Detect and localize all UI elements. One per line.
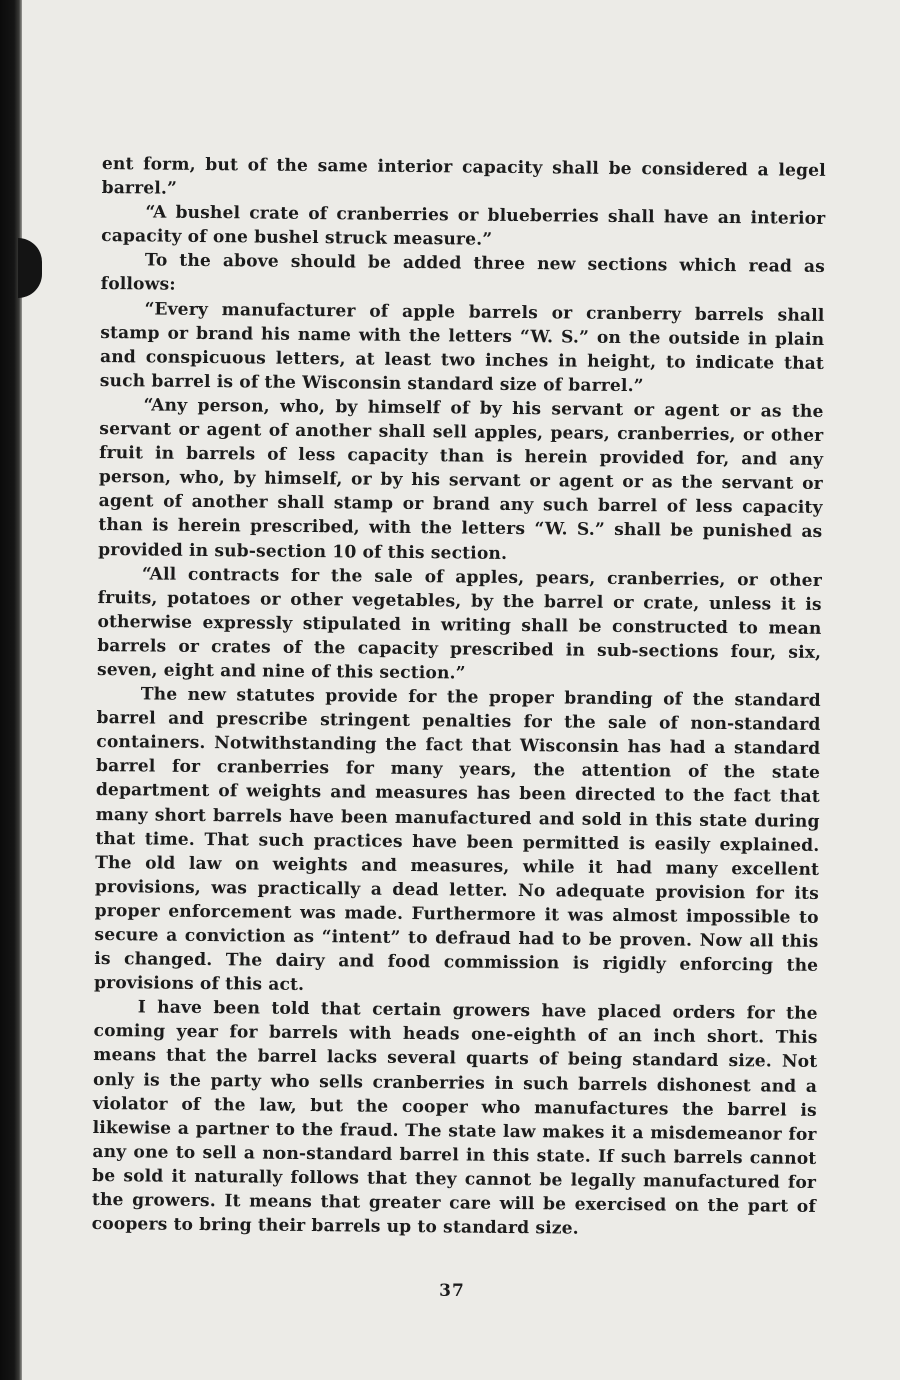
paragraph-continuation: ent form, but of the same interior capacity shall be considered a legel barrel.” [101, 153, 826, 199]
paragraph-bushel-crate: “A bushel crate of cranberries or blueberries shall have an interior capacity of one bushel struck measure.” [101, 202, 826, 251]
paragraph-contracts: “All contracts for the sale of apples, pears, cranberries, or other fruits, potatoes or other vegetables, by the barrel or crate, unless it is otherwise expressly stipulated in writing shall be constructed to mean barrels or crates of the capacity prescribed in sub-sections four, six, seven, eight and nine of this section.” [96, 563, 823, 684]
paragraph-new-statutes: The new statutes provide for the proper branding of the standard barrel and prescribe stringent penalties for the sale of non-standard containers. Notwithstanding the fact that Wisconsin has had a standard barrel for cranberries for many years, the attention of the state department of weights and measures has been directed to the fact that many short barrels have been manufactured and sold in this state during that time. That such practices have been permitted is easily explained. The old law on weights and measures, while it had many excellent provisions, was practically a dead letter. No adequate provision for its proper enforcement was made. Furthermore it was almost impossible to secure a conviction as “intent” to defraud had to be proven. Now all this is changed. The dairy and food commission is rigidly enforcing the provisions of this act. [93, 684, 821, 996]
page-number: 37 [439, 1281, 465, 1301]
page-binding-edge [0, 0, 22, 1380]
paragraph-manufacturer-stamp: “Every manufacturer of apple barrels or cranberry barrels shall stamp or brand his name with the letters “W. S.” on the outside in plain and conspicuous letters, at least two inches in height, to indicate that such barrel is of the Wisconsin standard size of barrel.” [99, 298, 825, 397]
binding-notch [18, 238, 42, 298]
page-body-text [92, 152, 826, 1243]
paragraph-new-sections-intro: To the above should be added three new sections which read as follows: [100, 250, 826, 296]
paragraph-growers-orders: I have been told that certain growers have placed orders for the coming year for barrels with heads one-eighth of an inch short. This means that the barrel lacks several quarts of being standard size. Not only is the party who sells cranberries in such barrels dishonest and a violator of the law, but the cooper who manufactures the barrel is likewise a partner to the fraud. The state law makes it a misdemeanor for any one to sell a non-standard barrel in this state. If such barrels cannot be sold it naturally follows that they cannot be legally manufactured for the growers. It means that greater care will be exercised on the part of coopers to bring their barrels up to standard size. [91, 997, 818, 1239]
paragraph-penalty: “Any person, who, by himself of by his servant or agent or as the servant or agent of another shall sell apples, pears, cranberries, or other fruit in barrels of less capacity than is herein provided for, and any person, who, by himself, or by his servant or agent or as the servant or agent of another shall stamp or brand any such barrel of less capacity than is herein prescribed, with the letters “W. S.” shall be punished as provided in sub-section 10 of this section. [98, 395, 824, 564]
